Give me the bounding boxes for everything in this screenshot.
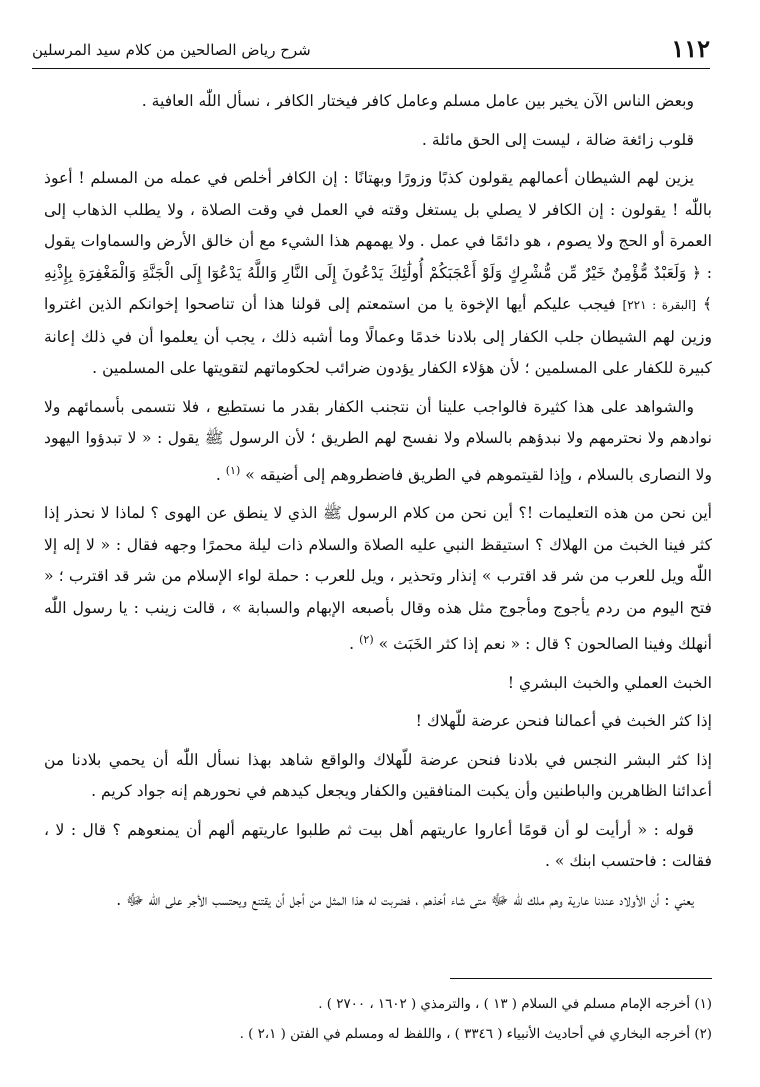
paragraph: إذا كثر البشر النجس في بلادنا فنحن عرضة للّهلاك والواقع شاهد بهذا نسأل اللّٰه أن يحمي بلادنا من أعدائنا الظاهرين والباطنين وأن يكبت المنافقين والكفار ويجعل كيدهم في نحورهم إنه جواد كريم . (44, 750, 712, 801)
footnote-divider (450, 978, 712, 979)
paragraph (44, 163, 712, 385)
body-text (44, 86, 712, 923)
paragraph: والشواهد على هذا كثيرة فالواجب علينا أن نتجنب الكفار بقدر ما نستطيع ، فلا نتسمى بأسمائهم ولا نوادهم ولا نحترمهم ولا نبدؤهم بالسلام ولا نفسح لهم الطريق ؛ لأن الرسول ﷺ يقول : « لا تبدؤوا اليهود ولا النصارى بالسلام ، وإذا لقيتموهم في الطريق فاضطروهم إلى أضيقه » $^{(١)}$ . (44, 397, 712, 484)
paragraph-text: أين نحن من هذه التعليمات !؟ أين نحن من كلام الرسول ﷺ الذي لا ينطق عن الهوى ؟ لماذا لا نحذر إذا كثر فينا الخبث من الهلاك ؟ استيقظ النبي عليه الصلاة والسلام ذات ليلة محمرًا وجهه فقال : « لا إله إلا اللّٰه ويل للعرب من شر قد اقترب » إنذار وتحذير ، ويل للعرب : حملة لواء الإسلام من شر قد اقترب ؛ « فتح اليوم من ردم يأجوج ومأجوج مثل هذه وقال بأصبعه الإبهام والسبابة » ، قالت زينب : يا رسول اللّٰه أنهلك وفينا الصالحون ؟ قال : « نعم إذا كثر الخَبَث » (44, 504, 712, 654)
paragraph: أين نحن من هذه التعليمات !؟ أين نحن من كلام الرسول ﷺ الذي لا ينطق عن الهوى ؟ لماذا لا نحذر إذا كثر فينا الخبث من الهلاك ؟ استيقظ النبي عليه الصلاة والسلام ذات ليلة محمرًا وجهه فقال : « لا إله إلا اللّٰه ويل للعرب من شر قد اقترب » إنذار وتحذير ، ويل للعرب : حملة لواء الإسلام من شر قد اقترب ؛ « فتح اليوم من ردم يأجوج ومأجوج مثل هذه وقال بأصبعه الإبهام والسبابة » ، قالت زينب : يا رسول اللّٰه أنهلك وفينا الصالحون ؟ قال : « نعم إذا كثر الخَبَث » $^{(٢)}$ . (44, 504, 712, 654)
page-header (32, 34, 710, 69)
running-title: شرح رياض الصالحين من كلام سيد المرسلين (32, 41, 311, 59)
footnote: (٢) أخرجه البخاري في أحاديث الأنبياء ( ٣٣٤٦ ) ، واللفظ له ومسلم في الفتن ( ٢،١ ) . (239, 1027, 712, 1042)
paragraph: قوله : « أرأيت لو أن قومًا أعاروا عاريتهم أهل بيت ثم طلبوا عاريتهم ألهم أن يمنعوهم ؟ قال : لا ، فقالت : فاحتسب ابنك » . (44, 820, 712, 871)
paragraph-text: يزين لهم الشيطان أعمالهم يقولون كذبًا وزورًا وبهتانًا : إن الكافر أخلص في عمله من المسلم ! أعوذ باللّٰه ! يقولون : إن الكافر لا يصلي بل يستغل وقته في العمل في وقت الصلاة ، ولا يطلب الذهاب إلى العمرة أو الحج ولا يصوم ، هو دائمًا في عمل . ولا يهمهم هذا الشيء مع أن خالق الأرض والسماوات يقول : (44, 169, 712, 282)
paragraph-text: والشواهد على هذا كثيرة فالواجب علينا أن نتجنب الكفار بقدر ما نستطيع ، فلا نتسمى بأسمائهم ولا نوادهم ولا نحترمهم ولا نبدؤهم بالسلام ولا نفسح لهم الطريق ؛ لأن الرسول ﷺ يقول : « لا تبدؤوا اليهود ولا النصارى بالسلام ، وإذا لقيتموهم في الطريق فاضطروهم إلى أضيقه » (44, 397, 712, 484)
page-number: ١١٢ (671, 34, 710, 63)
paragraph-text: فيجب عليكم أيها الإخوة يا من استمعتم إلى قولنا هذا أن تناصحوا إخوانكم الذين اغتروا وزين لهم الشيطان جلب الكفار إلى بلادنا خدمًا وعمالًا وما أشبه ذلك ، يجب أن يعلموا أن في ذلك إعانة كبيرة للكفار على المسلمين ؛ لأن هؤلاء الكفار يؤدون ضرائب لحكوماتهم لتقويتها على المسلمين . (44, 295, 712, 377)
footnote: (١) أخرجه الإمام مسلم في السلام ( ١٣ ) ، والترمذي ( ١٦٠٢ ، ٢٧٠٠ ) . (318, 997, 712, 1012)
paragraph: إذا كثر الخبث في أعمالنا فنحن عرضة للّهلاك ! (415, 712, 712, 731)
paragraph: الخبث العملي والخبث البشري ! (507, 673, 712, 692)
footnote-marker: (٢) (359, 633, 374, 647)
paragraph: وبعض الناس الآن يخير بين عامل مسلم وعامل كافر فيختار الكافر ، نسأل اللّٰه العافية . (141, 92, 694, 110)
quran-verse: ﴿ وَلَعَبْدٌ مُّؤْمِنٌ خَيْرٌ مِّن مُّشْرِكٍ وَلَوْ أَعْجَبَكُمْ أُولَٰئِكَ يَدْعُونَ إِلَى النَّارِ وَاللَّهُ يَدْعُوٓا إِلَى الْجَنَّةِ وَالْمَغْفِرَةِ بِإِذْنِهِ ﴾ (44, 263, 712, 313)
footnote-marker: (١) (225, 463, 241, 477)
footnotes (44, 990, 712, 1050)
quran-reference: [البقرة : ٢٢١] (622, 298, 697, 312)
paragraph: يعني : أن الأولاد عندنا عارية وهم ملك للّٰه ﷻ متى شاء أخذهم ، فضربت له هذا المثل من أجل أن يقتنع ويحتسب الأجر على اللّٰه ﷻ . (116, 890, 694, 909)
paragraph: قلوب زائغة ضالة ، ليست إلى الحق مائلة . (421, 130, 694, 149)
